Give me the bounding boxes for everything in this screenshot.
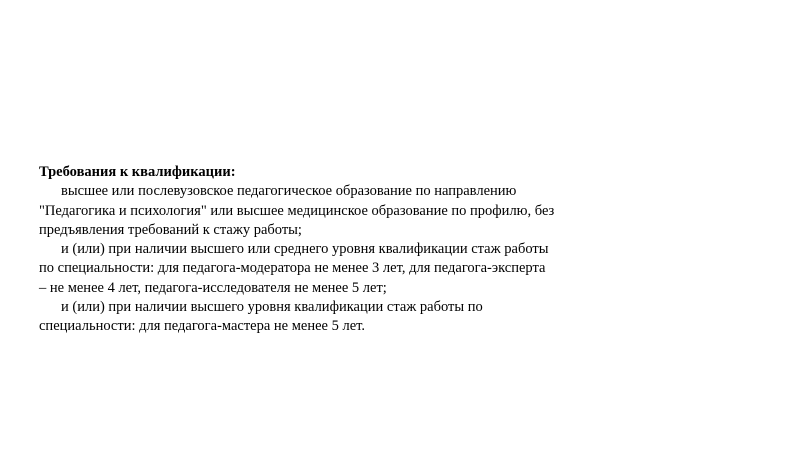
qualification-requirements-section	[39, 163, 599, 337]
requirement-paragraph-education: высшее или послевузовское педагогическое образование по направлению "Педагогика и психология" или высшее медицинское образование по профилю, без предъявления требований к стажу работы;	[39, 183, 555, 238]
requirement-paragraph-experience-moderator-expert: и (или) при наличии высшего или среднего уровня квалификации стаж работы по специальности: для педагога-модератора не менее 3 лет, для педагога-эксперта – не менее 4 лет, педагога-исследователя не менее 5 лет;	[39, 241, 549, 296]
section-heading: Требования к квалификации:	[39, 164, 236, 180]
requirement-paragraph-experience-master: и (или) при наличии высшего уровня квалификации стаж работы по специальности: для педагога-мастера не менее 5 лет.	[39, 299, 483, 335]
